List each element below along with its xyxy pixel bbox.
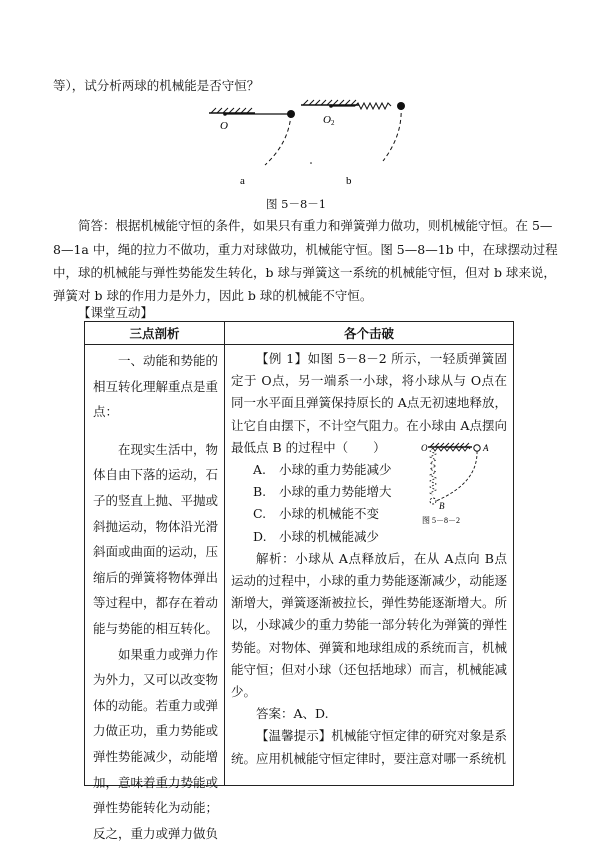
header-left: 三点剖析: [85, 322, 225, 345]
answer-line-1: 简答：根据机械能守恒的条件，如果只有重力和弹簧弹力做功，则机械能守恒。在 5—: [78, 218, 553, 233]
fig2-label-b: B: [439, 501, 445, 511]
left-paragraph-3: 如果重力或弹力作为外力，又可以改变物体的动能。若重力或弹力做正功，重力势能或弹性势能减少，动能增加，意味着重力势能或弹性势能转化为动能；反之，重力或弹力做负: [93, 646, 219, 841]
fig2-label-a: A: [483, 443, 489, 453]
label-o2: O: [323, 114, 331, 126]
figure-pendulum-diagram: [205, 95, 420, 195]
left-paragraph-1: 一、动能和势能的相互转化理解重点是重点：: [93, 353, 219, 420]
left-paragraph-2: 在现实生活中，物体自由下落的运动，石子的竖直上抛、平抛或斜抛运动，物体沿光滑斜面或曲面的运动，压缩后的弹簧将物体弹出等过程中，都存在着动能与势能的相互转化。: [93, 441, 219, 636]
option-b: B. 小球的重力势能增大: [253, 484, 392, 500]
interaction-table: [84, 321, 514, 841]
option-d: D. 小球的机械能减少: [253, 528, 380, 544]
answer-text: 答案：A、D.: [256, 706, 329, 722]
label-a: a: [240, 175, 245, 187]
example-1-text: 【例 1】如图 5－8－2 所示，一轻质弹簧固定于 O点，另一端系一小球，将小球从与 O点在同一水平面且弹簧保持原长的 A点无初速地释放，让它自由摆下，不计空气阻力。在小球由 A点摆向最低点 B 的过程中（ ）: [231, 351, 507, 455]
fig2-caption: 图 5－8－2: [422, 516, 460, 525]
analysis-text: 解析：小球从 A点释放后，在从 A点向 B点运动的过程中，小球的重力势能逐渐减少，动能逐渐增大，弹簧逐渐被拉长，弹性势能逐渐增大。所以，小球减少的重力势能一部分转化为弹簧的弹性势能。对物体、弹簧和地球组成的系统而言，机械能守恒；但对小球（还包括地球）而言，机械能减少。: [231, 550, 507, 700]
header-right: 各个击破: [225, 322, 514, 345]
figure1-caption: 图 5－8－1: [266, 197, 327, 211]
examples-column: [225, 345, 514, 786]
intro-line: 等），试分析两球的机械能是否守恒？: [53, 78, 260, 93]
answer-line-4: 弹簧对 b 球的作用力是外力，因此 b 球的机械能不守恒。: [53, 288, 373, 303]
answer-line-3: 中，球的机械能与弹性势能发生转化，b 球与弹簧这一系统的机械能守恒，但对 b 球来说，: [53, 265, 556, 280]
label-o: O: [220, 120, 228, 132]
option-c: C. 小球的机械能不变: [253, 506, 380, 522]
label-b: b: [346, 175, 352, 187]
label-o2-sub: 2: [331, 119, 335, 127]
option-a: A. 小球的重力势能减少: [253, 462, 392, 478]
figure-spring-pendulum: [420, 441, 510, 531]
answer-line-2: 8—1a 中，绳的拉力不做功，重力对球做功，机械能守恒。图 5—8—1b 中，在球摆动过程: [53, 242, 558, 257]
tip-text: 【温馨提示】机械能守恒定律的研究对象是系统。应用机械能守恒定律时，要注意对哪一系统机: [231, 728, 507, 766]
fig2-label-o: O: [421, 443, 428, 453]
analysis-column: [85, 345, 225, 841]
section-title: 【课堂互动】: [78, 305, 154, 320]
